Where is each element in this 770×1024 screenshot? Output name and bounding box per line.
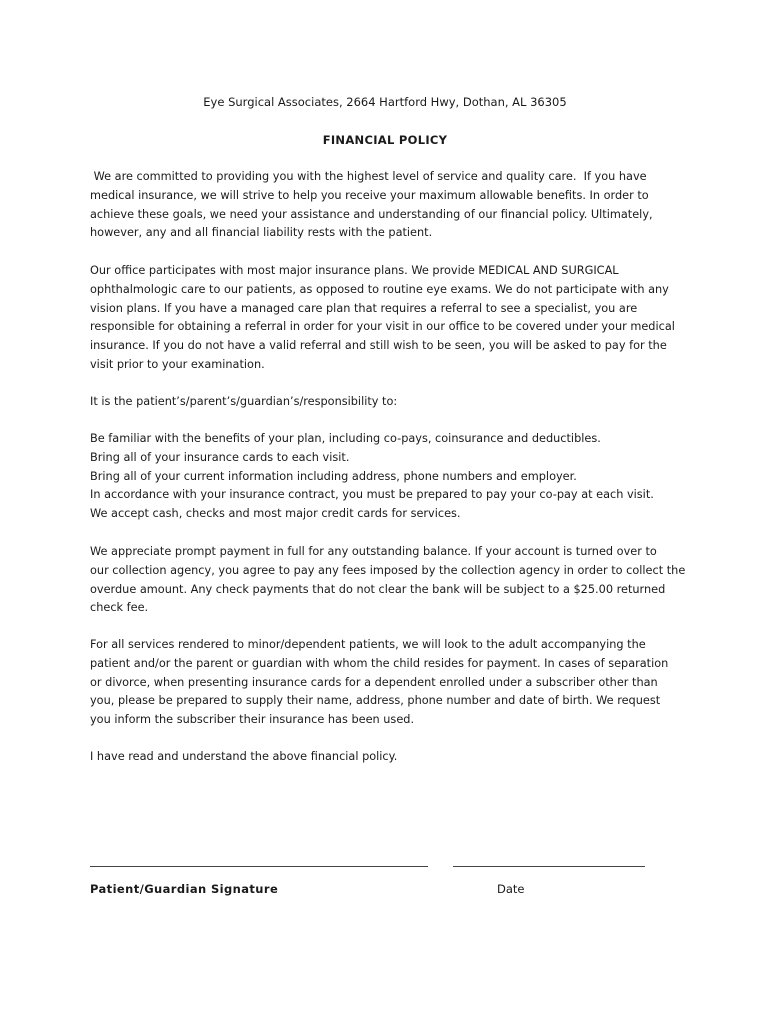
responsibility-item: Bring all of your current information including address, phone numbers and employer. [90, 469, 577, 483]
paragraph-line: medical insurance, we will strive to help you receive your maximum allowable benefits. In order to [90, 188, 649, 202]
paragraph-line: achieve these goals, we need your assistance and understanding of our financial policy. Ultimately, [90, 207, 653, 221]
paragraph-line: you inform the subscriber their insurance has been used. [90, 713, 415, 727]
paragraph-line: overdue amount. Any check payments that do not clear the bank will be subject to a $25.00 returned [90, 582, 666, 596]
document-title: FINANCIAL POLICY [322, 133, 448, 147]
date-label: Date [497, 882, 525, 896]
responsibility-list [90, 430, 682, 524]
signature-label: Patient/Guardian Signature [90, 882, 279, 896]
minor-patients-paragraph [90, 636, 682, 730]
paragraph-line: however, any and all financial liability rests with the patient. [90, 226, 433, 240]
paragraph-line: check fee. [90, 601, 149, 615]
paragraph-line: We appreciate prompt payment in full for any outstanding balance. If your account is turned over to [90, 545, 657, 558]
paragraph-line: or divorce, when presenting insurance cards for a dependent enrolled under a subscriber other than [90, 675, 658, 689]
paragraph-line: Our office participates with most major insurance plans. We provide MEDICAL AND SURGICAL [90, 264, 619, 277]
signature-line[interactable] [90, 866, 428, 867]
paragraph-line: insurance. If you do not have a valid referral and still wish to be seen, you will be asked to pay for the [90, 339, 667, 353]
paragraph-line: vision plans. If you have a managed care plan that requires a referral to see a specialist, you are [90, 301, 638, 315]
paragraph-line: For all services rendered to minor/dependent patients, we will look to the adult accompanying the [90, 638, 646, 651]
paragraph-line: visit prior to your examination. [90, 357, 265, 371]
responsibility-item: Bring all of your insurance cards to each visit. [90, 450, 350, 464]
paragraph-line: It is the patient’s/parent’s/guardian’s/responsibility to: [90, 395, 398, 408]
paragraph-line: responsible for obtaining a referral in order for your visit in our office to be covered under your medical [90, 320, 675, 334]
responsibility-item: Be familiar with the benefits of your plan, including co-pays, coinsurance and deductibles. [90, 432, 601, 445]
intro-paragraph [90, 168, 682, 243]
responsibility-item: In accordance with your insurance contract, you must be prepared to pay your co-pay at each visit. [90, 488, 654, 502]
acknowledgement-statement [90, 748, 682, 767]
paragraph-line: We are committed to providing you with the highest level of service and quality care. If you have [90, 170, 647, 183]
date-line[interactable] [453, 866, 645, 867]
paragraph-line: patient and/or the parent or guardian with whom the child resides for payment. In cases of separation [90, 656, 669, 670]
paragraph-line: ophthalmologic care to our patients, as opposed to routine eye exams. We do not participate with any [90, 282, 669, 296]
responsibility-intro [90, 393, 682, 412]
practice-address-header: Eye Surgical Associates, 2664 Hartford Hwy, Dothan, AL 36305 [203, 95, 567, 109]
paragraph-line: you, please be prepared to supply their name, address, phone number and date of birth. We request [90, 694, 661, 708]
paragraph-line: I have read and understand the above financial policy. [90, 750, 398, 763]
paragraph-line: our collection agency, you agree to pay any fees imposed by the collection agency in order to collect the [90, 563, 686, 577]
insurance-paragraph [90, 262, 682, 375]
responsibility-item: We accept cash, checks and most major credit cards for services. [90, 507, 461, 521]
payment-paragraph [90, 543, 686, 618]
